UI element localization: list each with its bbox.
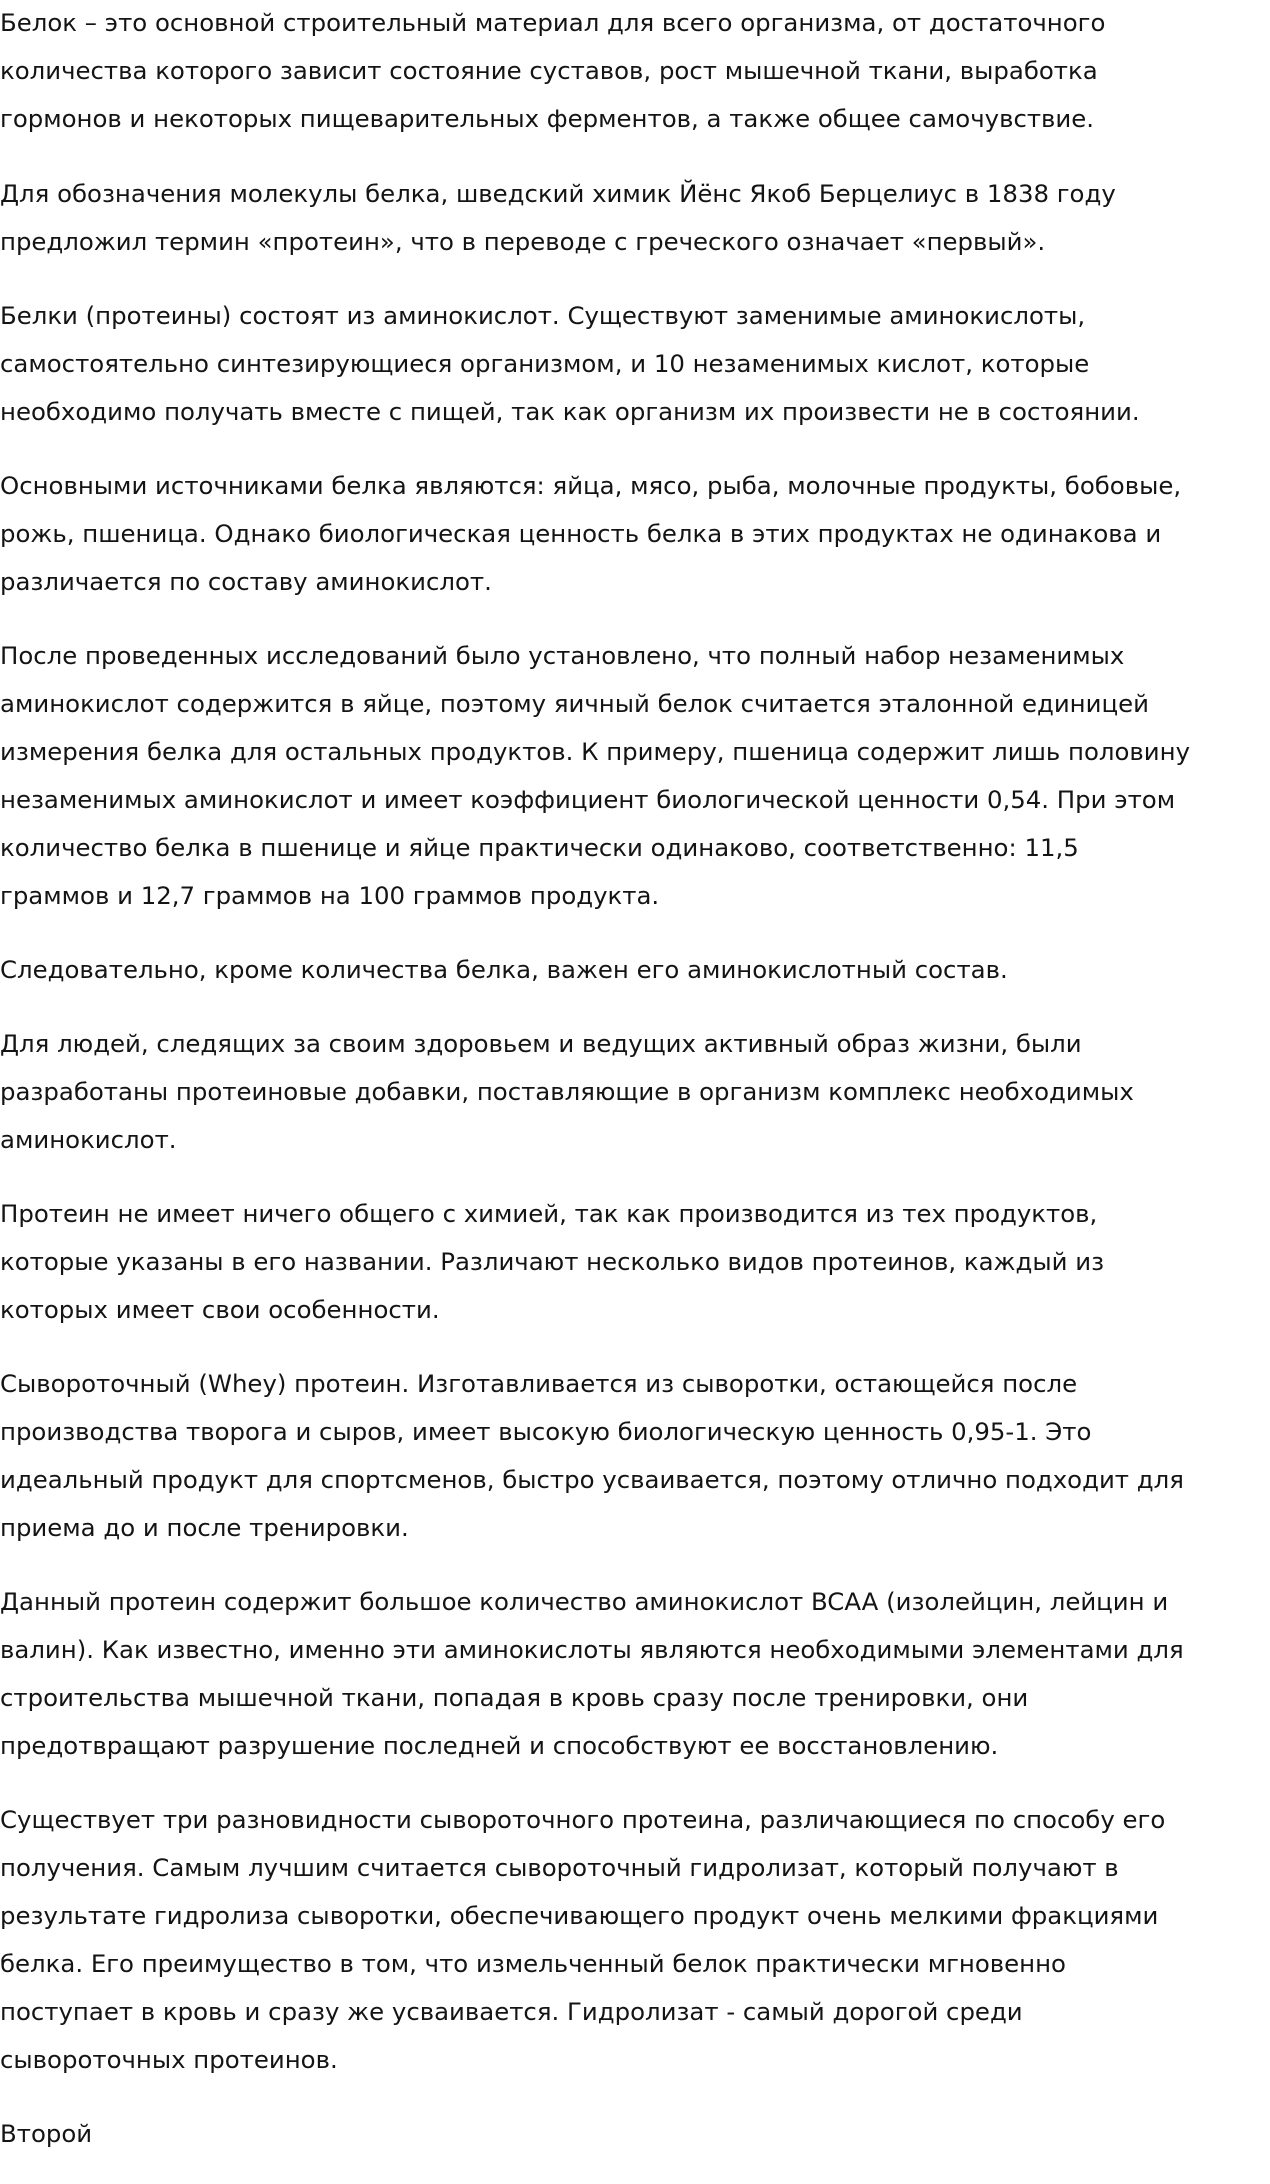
paragraph-etymology: Для обозначения молекулы белка, шведский химик Йёнс Якоб Берцелиус в 1838 году предложил термин «протеин», что в переводе с греческого означает «первый». bbox=[0, 179, 1116, 256]
paragraph-bcaa: Данный протеин содержит большое количество аминокислот BCAA (изолейцин, лейцин и валин). Как известно, именно эти аминокислоты являются необходимыми элементами для строительства мышечной ткани, попадая в кровь сразу после тренировки, они предотвращают разрушение последней и способствуют ее восстановлению. bbox=[0, 1587, 1184, 1760]
paragraph-protein-sources: Основными источниками белка являются: яйца, мясо, рыба, молочные продукты, бобовые, рожь, пшеница. Однако биологическая ценность белка в этих продуктах не одинакова и различается по составу аминокислот. bbox=[0, 471, 1182, 596]
paragraph-supplements: Для людей, следящих за своим здоровьем и ведущих активный образ жизни, были разработаны протеиновые добавки, поставляющие в организм комплекс необходимых аминокислот. bbox=[0, 1029, 1134, 1154]
paragraph-research: После проведенных исследований было установлено, что полный набор незаменимых аминокислот содержится в яйце, поэтому яичный белок считается эталонной единицей измерения белка для остальных продуктов. К примеру, пшеница содержит лишь половину незаменимых аминокислот и имеет коэффициент биологической ценности 0,54. При этом количество белка в пшенице и яйце практически одинаково, соответственно: 11,5 граммов и 12,7 граммов на 100 граммов продукта. bbox=[0, 641, 1191, 910]
paragraph-intro: Белок – это основной строительный материал для всего организма, от достаточного количества которого зависит состояние суставов, рост мышечной ткани, выработка гормонов и некоторых пищеварительных ферментов, а также общее самочувствие. bbox=[0, 8, 1106, 133]
paragraph-amino-acids: Белки (протеины) состоят из аминокислот. Существуют заменимые аминокислоты, самостоятельно синтезирующиеся организмом, и 10 незаменимых кислот, которые необходимо получать вместе с пищей, так как организм их произвести не в состоянии. bbox=[0, 301, 1140, 426]
paragraph-conclusion: Следовательно, кроме количества белка, важен его аминокислотный состав. bbox=[0, 955, 1008, 984]
paragraph-whey-varieties: Существует три разновидности сывороточного протеина, различающиеся по способу его получения. Самым лучшим считается сывороточный гидролизат, который получают в результате гидролиза сыворотки, обеспечивающего продукт очень мелкими фракциями белка. Его преимущество в том, что измельченный белок практически мгновенно поступает в кровь и сразу же усваивается. Гидролизат - самый дорогой среди сывороточных протеинов. bbox=[0, 1805, 1166, 2074]
paragraph-whey-protein: Сывороточный (Whey) протеин. Изготавливается из сыворотки, остающейся после производства творога и сыров, имеет высокую биологическую ценность 0,95-1. Это идеальный продукт для спортсменов, быстро усваивается, поэтому отлично подходит для приема до и после тренировки. bbox=[0, 1369, 1184, 1542]
paragraph-second: Второй bbox=[0, 2119, 93, 2148]
paragraph-protein-types: Протеин не имеет ничего общего с химией, так как производится из тех продуктов, которые указаны в его названии. Различают несколько видов протеинов, каждый из которых имеет свои особенности. bbox=[0, 1199, 1105, 1324]
